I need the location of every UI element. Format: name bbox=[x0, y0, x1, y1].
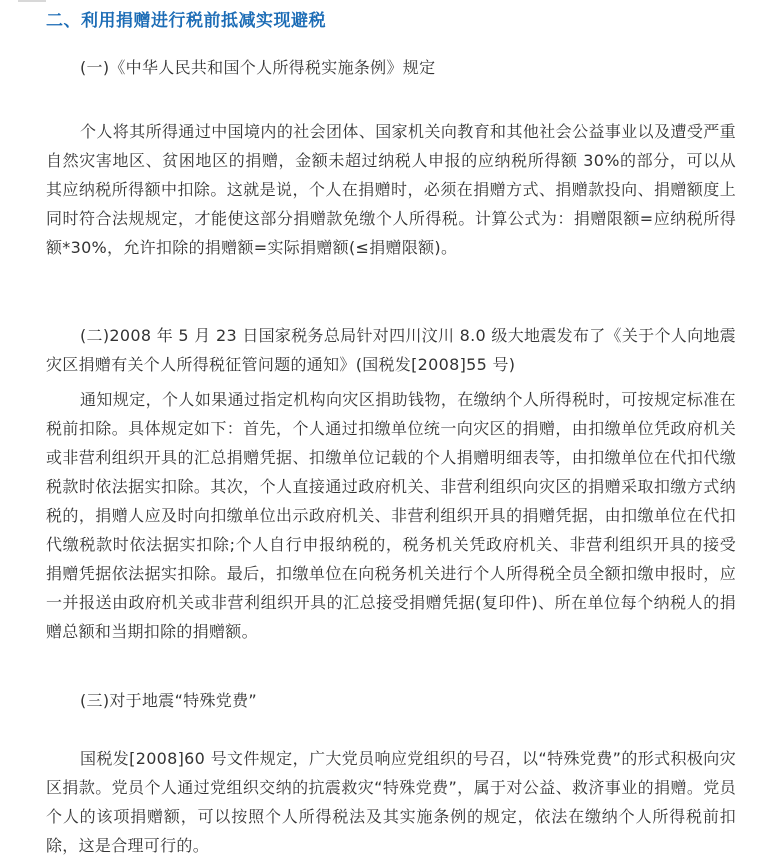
paragraph-3: 国税发[2008]60 号文件规定，广大党员响应党组织的号召，以“特殊党费”的形式积极向灾区捐款。党员个人通过党组织交纳的抗震救灾“特殊党费”，属于对公益、救济事业的捐赠。党员个人的该项捐赠额，可以按照个人所得税法及其实施条例的规定，依法在缴纳个人所得税前扣除，这是合理可行的。 bbox=[46, 749, 736, 855]
paragraph-1: 个人将其所得通过中国境内的社会团体、国家机关向教育和其他社会公益事业以及遭受严重自然灾害地区、贫困地区的捐赠，金额未超过纳税人申报的应纳税所得额 30%的部分，可以从其应纳税所得额中扣除。这就是说，个人在捐赠时，必须在捐赠方式、捐赠款投向、捐赠额度上同时符合法规规定，才能使这部分捐赠款免缴个人所得税。计算公式为：捐赠限额=应纳税所得额*30%，允许扣除的捐赠额=实际捐赠额(≤捐赠限额)。 bbox=[46, 122, 736, 257]
paragraph-2: 通知规定，个人如果通过指定机构向灾区捐助钱物，在缴纳个人所得税时，可按规定标准在税前扣除。具体规定如下：首先，个人通过扣缴单位统一向灾区的捐赠，由扣缴单位凭政府机关或非营利组织开具的汇总捐赠凭据、扣缴单位记载的个人捐赠明细表等，由扣缴单位在代扣代缴税款时依法据实扣除。其次，个人直接通过政府机关、非营利组织向灾区的捐赠采取扣缴方式纳税的，捐赠人应及时向扣缴单位出示政府机关、非营利组织开具的捐赠凭据，由扣缴单位在代扣代缴税款时依法据实扣除;个人自行申报纳税的，税务机关凭政府机关、非营利组织开具的接受捐赠凭据依法据实扣除。最后，扣缴单位在向税务机关进行个人所得税全员全额扣缴申报时，应一并报送由政府机关或非营利组织开具的汇总接受捐赠凭据(复印件)、所在单位每个纳税人的捐赠总额和当期扣除的捐赠额。 bbox=[46, 390, 736, 641]
top-divider-mark bbox=[18, 0, 46, 2]
subheading-3: (三)对于地震“特殊党费” bbox=[80, 691, 257, 710]
subheading-1: (一)《中华人民共和国个人所得税实施条例》规定 bbox=[80, 58, 436, 77]
section-title: 二、利用捐赠进行税前抵减实现避税 bbox=[46, 11, 326, 31]
subheading-2: (二)2008 年 5 月 23 日国家税务总局针对四川汶川 8.0 级大地震发布了《关于个人向地震灾区捐赠有关个人所得税征管问题的通知》(国税发[2008]55 号) bbox=[46, 326, 736, 374]
